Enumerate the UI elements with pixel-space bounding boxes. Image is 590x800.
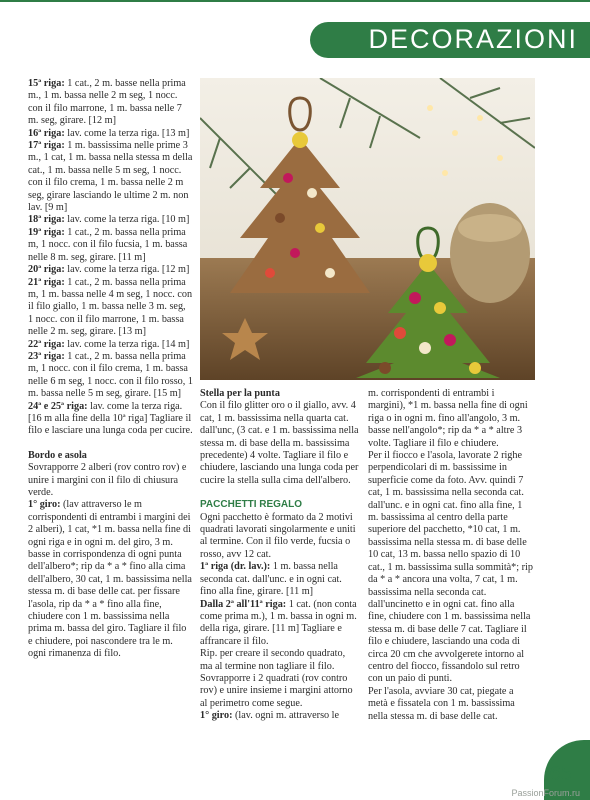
pacchetti-rip: Rip. per creare il secondo quadrato, ma al termine non tagliare il filo. Sovrapporre i 2 quadrati (rov contro rov) e unire insieme i margini attorno al perimetro come segue. xyxy=(200,648,353,709)
spacer xyxy=(200,487,360,499)
pacchetti-row-1 xyxy=(200,561,360,598)
row-text: 1 cat., 2 m. bassa nella prima m, 1 nocc. con il filo fucsia, 1 m. bassa nelle 8 m. seg, girare. [11 m] xyxy=(28,226,188,263)
row-text: 1 cat., 2 m. bassa nella prima m, 1 nocc. con il filo crema, 1 m. bassa nelle 6 m seg, 1 nocc. con il filo rosso, 1 m. bassa nelle 5 m seg, girare. [15 m] xyxy=(28,350,193,400)
stella-heading xyxy=(200,388,360,400)
col3-paragraph-1: m. corrispondenti di entrambi i margini), *1 m. bassa nella fine di ogni riga o in ogni m. fino all'angolo, 3 m. basse nell'angolo*; rip da * a * altre 3 volte. Tagliare il filo e chiudere. xyxy=(368,388,528,449)
header-rule xyxy=(0,0,590,2)
pacchetti-giro xyxy=(200,710,360,722)
row-instruction xyxy=(28,214,193,226)
bordo-heading-text: Bordo e asola xyxy=(28,449,87,461)
row-label: 21ª riga: xyxy=(28,276,65,288)
christmas-tree-photo xyxy=(200,78,535,380)
row-label: 18ª riga: xyxy=(28,214,65,226)
row-instruction xyxy=(28,339,193,351)
stella-text: Con il filo glitter oro o il giallo, avv. 4 cat, 1 m. bassissima nella quarta cat. dall'unc, (3 cat. e 1 m. bassissima nella stessa m. di base della m. bassissima precedente) 4 volte. Tagliare il filo e chiudere, lasciando una lunga coda per cucire la stella sulla cima dell'albero. xyxy=(200,400,359,486)
pacchetti-r2-text: 1 cat. (non conta come prima m.), 1 m. bassa in ogni m. della riga, girare. [11 m] Tagliare e affrancare il filo. xyxy=(200,598,357,647)
row-text: lav. come la terza riga. [16 m alla fine della 10ª riga] Tagliare il filo e lasciare una lunga coda per cucire. xyxy=(28,400,193,437)
stella-heading-text: Stella per la punta xyxy=(200,388,280,399)
bordo-giro-label: 1° giro: xyxy=(28,499,61,511)
row-text: lav. come la terza riga. [10 m] xyxy=(64,214,190,226)
bordo-giro-text: (lav attraverso le m corrispondenti di entrambi i margini dei 2 alberi), 1 cat, *1 m. bassa nella fine di ogni riga e in ogni m. del giro, 3 m. basse in corrispondenza di ogni punta dell'albero*; rip da * a * fino alla cima dell'albero, 30 cat, 1 m. bassissima nella stessa m. di base delle cat. per fissare l'asola, rip da * a * fino alla fine, chiudere con 1 m. bassissima nella prima m. bassa del giro. Tagliare il filo e chiudere, poi nascondere tra le m. ogni rimanenza di filo. xyxy=(28,499,192,660)
pacchetti-row-2 xyxy=(200,599,360,649)
pacchetti-heading xyxy=(200,499,360,511)
row-instruction xyxy=(28,227,193,264)
row-label: 17ª riga: xyxy=(28,140,65,152)
row-label: 20ª riga: xyxy=(28,264,65,276)
text-column-3 xyxy=(368,388,534,723)
row-label: 16ª riga: xyxy=(28,127,65,139)
watermark: PassionForum.ru xyxy=(511,788,580,798)
photo-illustration xyxy=(200,78,535,380)
row-instruction xyxy=(28,277,193,339)
row-label: 15ª riga: xyxy=(28,78,65,89)
row-text: 1 m. bassissima nelle prime 3 m., 1 cat, 1 m. bassa nella stessa m della cat., 1 m. bassa nelle 5 m seg, 1 nocc. con il filo crema, 1 m. bassa nelle 2 m seg, girare lasciando le ultime 2 m. non lav. [9 m] xyxy=(28,140,193,214)
bordo-intro: Sovrapporre 2 alberi (rov contro rov) e unire i margini con il filo di chiusura verde. xyxy=(28,462,187,498)
row-label: 23ª riga: xyxy=(28,350,65,362)
row-instruction xyxy=(28,351,193,401)
bordo-heading xyxy=(28,450,193,462)
pacchetti-r2-label: Dalla 2ª all'11ª riga: xyxy=(200,598,287,610)
row-instruction xyxy=(28,128,193,140)
row-instruction xyxy=(28,401,193,438)
pacchetti-intro: Ogni pacchetto è formato da 2 motivi quadrati lavorati singolarmente e uniti al termine. Con il filo verde, fucsia o rosso, avv 12 cat. xyxy=(200,511,356,560)
row-instruction xyxy=(28,78,193,128)
pacchetti-r1-text: 1 m. bassa nella seconda cat. dall'unc. e in ogni cat. fino alla fine, girare. [11 m] xyxy=(200,561,342,598)
row-text: lav. come la terza riga. [12 m] xyxy=(64,264,190,276)
row-instruction xyxy=(28,264,193,276)
row-instruction xyxy=(28,140,193,214)
page-number: 65 xyxy=(549,763,572,785)
section-title: DECORAZIONI xyxy=(368,24,578,54)
row-text: 1 cat., 2 m. bassa nella prima m, 1 m. bassa nelle 4 m seg, 1 nocc. con il filo giallo, 1 m. bassa nelle 3 m. seg, 1 nocc. con il filo marrone, 1 m. bassa nelle 2 m. seg, girare. [13 m] xyxy=(28,276,193,338)
row-text: lav. come la terza riga. [14 m] xyxy=(64,338,190,350)
row-label: 22ª riga: xyxy=(28,338,65,350)
pacchetti-giro-text: (lav. ogni m. attraverso le xyxy=(232,710,340,722)
text-column-1 xyxy=(28,78,193,661)
bordo-giro xyxy=(28,499,193,660)
text-column-2 xyxy=(200,388,360,723)
pacchetti-giro-label: 1° giro: xyxy=(200,710,233,722)
row-text: lav. come la terza riga. [13 m] xyxy=(64,127,190,139)
row-label: 24ª e 25ª riga: xyxy=(28,400,88,412)
pacchetti-heading-text: PACCHETTI REGALO xyxy=(200,499,303,511)
col3-paragraph-2: Per il fiocco e l'asola, lavorate 2 righe perpendicolari di m. bassissime in superficie come da foto. Avv. quindi 7 cat, 1 m. bassissima nella seconda cat. dall'unc. e in ogni cat. fino alla fine, 1 m. bassissima al centro della parte superiore del pacchetto, *10 cat, 1 m. bassissima nella stessa m. di base delle 10 cat, 13 m. bassa nello spazio di 10 cat., 1 m. bassissima sulla sommità*; rip da * a * ancora una volta, 7 cat, 1 m. bassissima nella seconda cat. dall'uncinetto e in ogni cat. fino alla fine, chiudere con 1 m. bassissima nella stessa m. di base delle 7 cat. Tagliare il filo e chiudere, lasciando una coda di circa 20 cm che avvolgerete intorno al centro del fiocco, fissandolo sul retro con un paio di punti. xyxy=(368,450,533,685)
row-text: 1 cat., 2 m. basse nella prima m., 1 m. bassa nelle 2 m seg, 1 nocc. con il filo marrone, 1 m. bassa nelle 7 m. seg, girare. [12 m] xyxy=(28,78,186,127)
col3-paragraph-3: Per l'asola, avviare 30 cat, piegate a metà e fissatela con 1 m. bassissima nella stessa m. di base delle cat. xyxy=(368,685,515,722)
pacchetti-r1-label: 1ª riga (dr. lav.): xyxy=(200,561,271,573)
spacer xyxy=(28,438,193,450)
row-label: 19ª riga: xyxy=(28,226,65,238)
row-instructions xyxy=(28,78,193,438)
